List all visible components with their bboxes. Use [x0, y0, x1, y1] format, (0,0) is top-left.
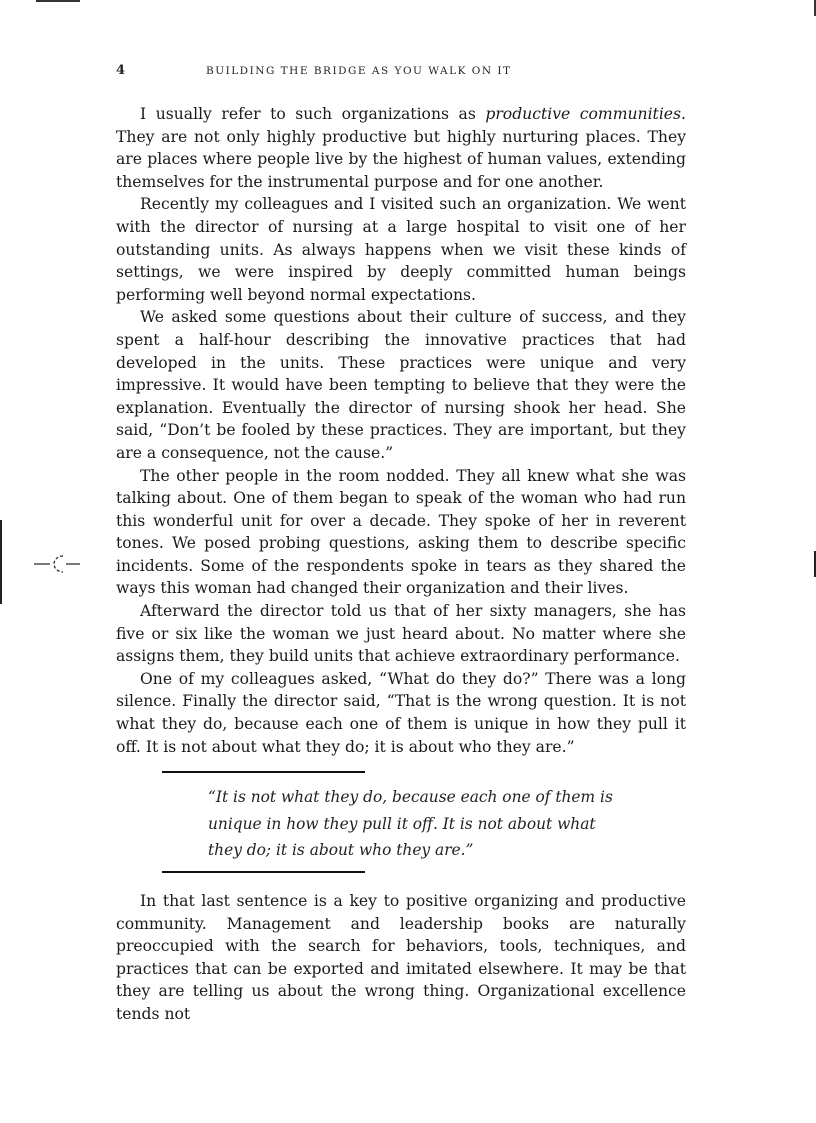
closing-text	[116, 890, 686, 1026]
pullquote-rule-bottom	[162, 871, 365, 873]
paragraph-4: The other people in the room nodded. They all knew what she was talking about. One of them began to speak of the woman who had run this wonderful unit for over a decade. They spoke of her in reverent tones. We posed probing questions, asking them to describe specific incidents. Some of the respondents spoke in tears as they shared the ways this woman had changed their organization and their lives.	[116, 466, 686, 598]
pullquote-line-1: “It is not what they do, because each one of them is	[208, 788, 613, 806]
paragraph-2: Recently my colleagues and I visited such an organization. We went with the director of nursing at a large hospital to visit one of her outstanding units. As always happens when we visit these kinds of settings, we were inspired by deeply committed human beings performing well beyond normal expectations.	[116, 195, 686, 304]
crop-mark-top-left	[36, 0, 80, 2]
paragraph-5: Afterward the director told us that of her sixty managers, she has five or six like the woman we just heard about. No matter where she assigns them, they build units that achieve extraordinary performance.	[116, 602, 686, 666]
main-text	[116, 103, 686, 758]
crop-mark-left	[0, 520, 2, 604]
paragraph-6: One of my colleagues asked, “What do they do?” There was a long silence. Finally the director said, “That is the wrong question. It is not what they do, because each one of them is unique in how they pull it off. It is not about what they do; it is about who they are.”	[116, 669, 686, 756]
book-title: BUILDING THE BRIDGE AS YOU WALK ON IT	[206, 65, 512, 77]
paragraph-3: We asked some questions about their culture of success, and they spent a half-hour describing the innovative practices that had developed in the units. These practices were unique and very impressive. It would have been tempting to believe that they were the explanation. Eventually the director of nursing shook her head. She said, “Don’t be fooled by these practices. They are important, but they are a consequence, not the cause.”	[116, 308, 686, 462]
pullquote	[208, 784, 628, 864]
running-head	[116, 62, 686, 80]
paragraph-1-lead: I usually refer to such organizations as	[140, 105, 486, 123]
pullquote-rule-top	[162, 771, 365, 773]
paragraph-1	[116, 103, 686, 193]
paragraph-1-italic: productive communities.	[485, 105, 686, 123]
paragraph-7: In that last sentence is a key to positive organizing and productive community. Management and leadership books are naturally preoccupied with the search for behaviors, tools, techniques, and practices that can be exported and imitated elsewhere. It may be that they are telling us about the wrong thing. Organizational excellence tends not	[116, 892, 686, 1023]
page-number: 4	[116, 63, 126, 78]
registration-mark-icon	[34, 552, 80, 576]
paragraph-1-rest: They are not only highly productive but highly nurturing places. They are places where people live by the highest of human values, extending themselves for the instrumental purpose and for one another.	[116, 127, 686, 191]
pullquote-line-3: they do; it is about who they are.”	[208, 841, 474, 859]
pullquote-line-2: unique in how they pull it off. It is not about what	[208, 814, 596, 833]
